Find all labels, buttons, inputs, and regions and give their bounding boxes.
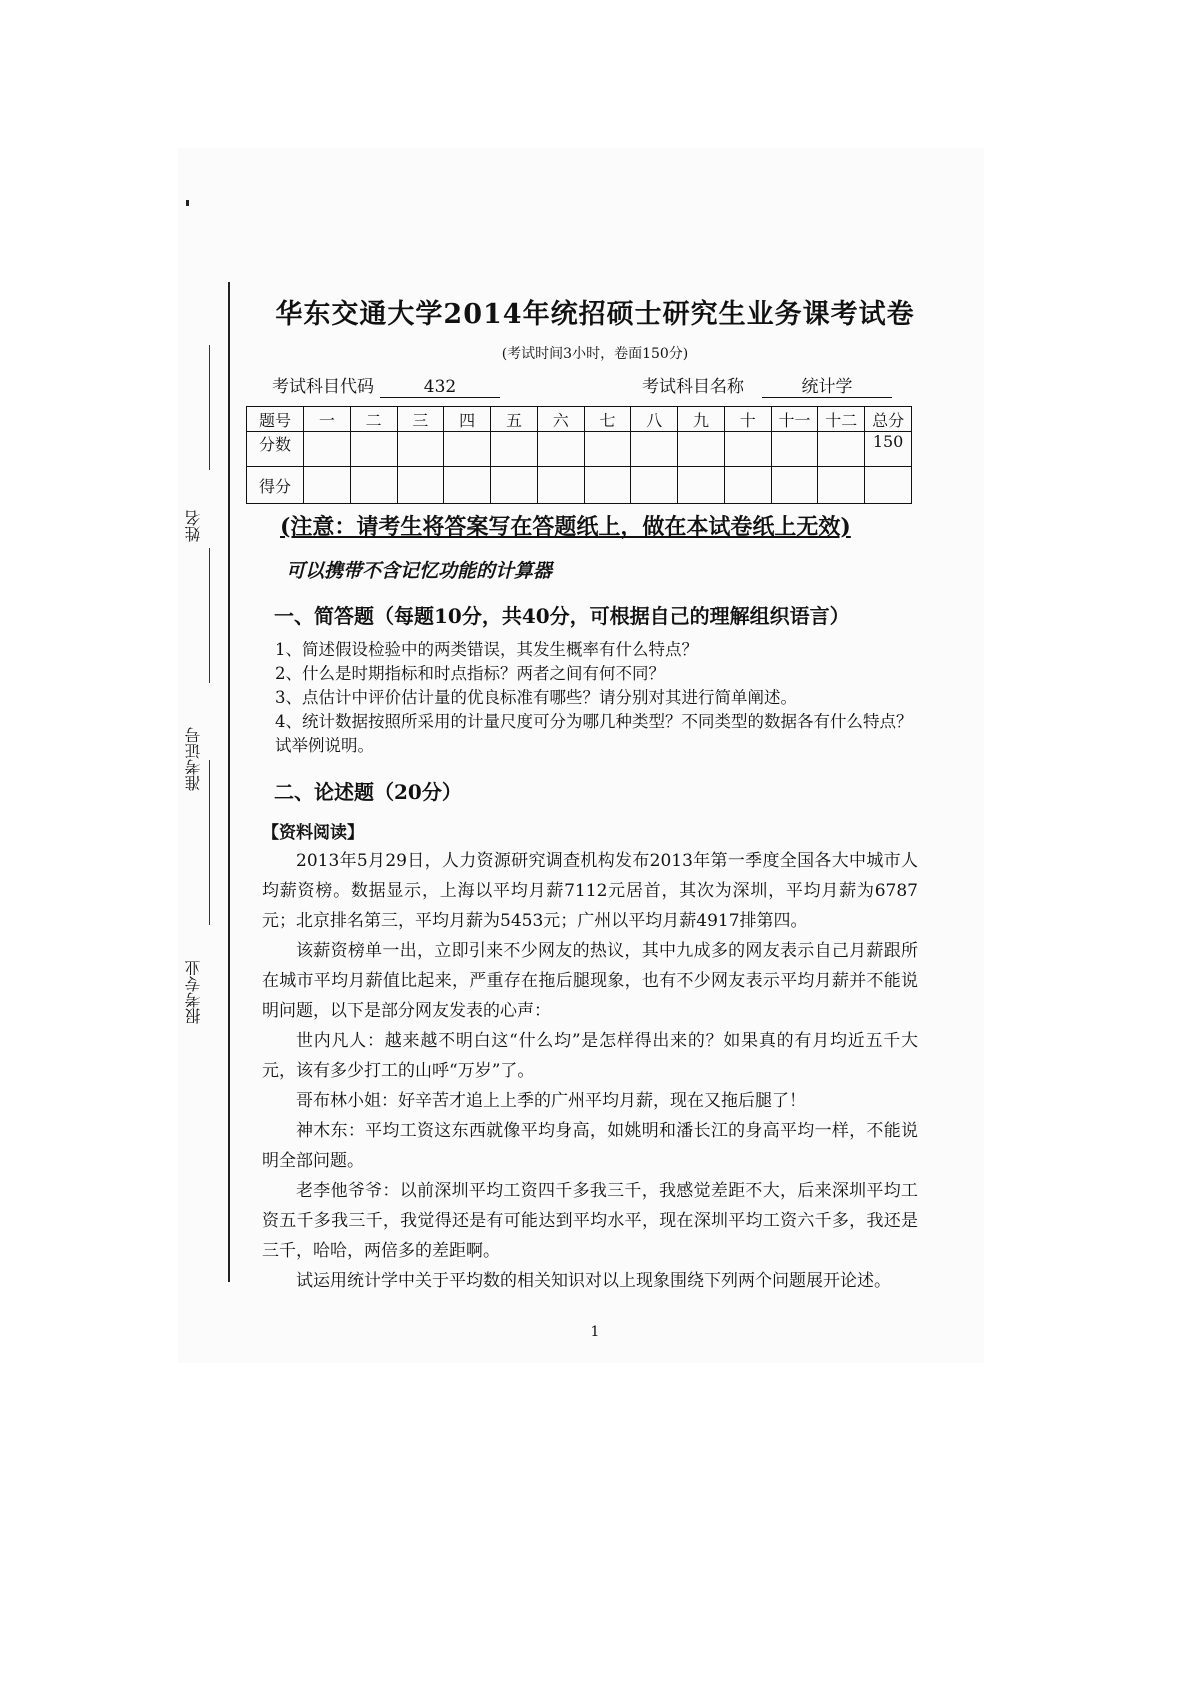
subject-code-value: 432 bbox=[380, 377, 500, 398]
table-cell bbox=[537, 467, 584, 504]
subject-name-field bbox=[642, 372, 892, 398]
section1-title: 一、简答题（每题10分，共40分，可根据自己的理解组织语言） bbox=[274, 604, 850, 628]
subject-code-label: 考试科目代码 bbox=[272, 377, 374, 397]
table-cell: 得分 bbox=[247, 467, 304, 504]
reading-paragraph: 老李他爷爷：以前深圳平均工资四千多我三千，我感觉差距不大，后来深圳平均工资五千多我三千，我觉得还是有可能达到平均水平，现在深圳平均工资六千多，我还是三千，哈哈，两倍多的差距啊。 bbox=[262, 1181, 918, 1261]
earned-score-row bbox=[247, 467, 912, 504]
question-2: 2、什么是时期指标和时点指标？两者之间有何不同？ bbox=[275, 664, 665, 683]
table-cell: 三 bbox=[397, 407, 444, 432]
table-cell bbox=[771, 467, 818, 504]
table-cell bbox=[724, 432, 771, 467]
subject-name-label: 考试科目名称 bbox=[642, 377, 744, 397]
table-cell bbox=[444, 467, 491, 504]
question-3: 3、点估计中评价估计量的优良标准有哪些？请分别对其进行简单阐述。 bbox=[275, 688, 797, 707]
points-row bbox=[247, 432, 912, 467]
reading-paragraph: 2013年5月29日，人力资源研究调查机构发布2013年第一季度全国各大中城市人均薪资榜。数据显示，上海以平均月薪7112元居首，其次为深圳，平均月薪为6787元；北京排名第三，平均月薪为5453元；广州以平均月薪4917排第四。 bbox=[262, 851, 918, 931]
table-cell: 分数 bbox=[247, 432, 304, 467]
table-cell: 十二 bbox=[818, 407, 865, 432]
table-cell bbox=[491, 432, 538, 467]
table-cell bbox=[397, 432, 444, 467]
table-cell bbox=[631, 432, 678, 467]
ticket-number-label: 准考证号 bbox=[184, 727, 203, 792]
table-cell bbox=[537, 432, 584, 467]
table-cell: 总分 bbox=[865, 407, 912, 432]
binding-margin-rule bbox=[228, 282, 230, 1282]
section2-title: 二、论述题（20分） bbox=[274, 780, 462, 804]
table-cell bbox=[444, 432, 491, 467]
subject-code-field bbox=[272, 372, 500, 398]
question-1: 1、简述假设检验中的两类错误，其发生概率有什么特点？ bbox=[275, 640, 698, 659]
exam-title: 华东交通大学2014年统招硕士研究生业务课考试卷 bbox=[275, 299, 915, 330]
table-cell: 四 bbox=[444, 407, 491, 432]
page-number: 1 bbox=[590, 1324, 600, 1340]
table-cell bbox=[678, 467, 725, 504]
question-4: 4、统计数据按照所采用的计量尺度可分为哪几种类型？不同类型的数据各有什么特点？试举例说明。 bbox=[275, 712, 913, 755]
table-cell bbox=[304, 467, 351, 504]
reading-paragraph: 该薪资榜单一出，立即引来不少网友的热议，其中九成多的网友表示自己月薪跟所在城市平均月薪值比起来，严重存在拖后腿现象，也有不少网友表示平均月薪并不能说明问题，以下是部分网友发表的心声： bbox=[262, 941, 918, 1021]
major-label: 报考专业 bbox=[184, 960, 203, 1025]
table-cell: 十 bbox=[724, 407, 771, 432]
table-cell: 九 bbox=[678, 407, 725, 432]
scan-mark bbox=[186, 200, 189, 206]
table-cell bbox=[631, 467, 678, 504]
table-cell bbox=[865, 467, 912, 504]
table-cell: 一 bbox=[304, 407, 351, 432]
subject-name-value: 统计学 bbox=[762, 372, 892, 398]
score-table bbox=[246, 406, 912, 504]
answer-notice: (注意：请考生将答案写在答题纸上，做在本试卷纸上无效) bbox=[280, 514, 851, 540]
table-cell: 十一 bbox=[771, 407, 818, 432]
table-cell bbox=[491, 467, 538, 504]
table-cell bbox=[771, 432, 818, 467]
table-cell bbox=[584, 467, 631, 504]
reading-paragraph: 哥布林小姐：好辛苦才追上上季的广州平均月薪，现在又拖后腿了！ bbox=[296, 1091, 806, 1111]
reading-paragraph: 神木东：平均工资这东西就像平均身高，如姚明和潘长江的身高平均一样，不能说明全部问题。 bbox=[262, 1121, 918, 1171]
name-blank-line bbox=[209, 345, 210, 470]
table-cell: 五 bbox=[491, 407, 538, 432]
table-cell bbox=[397, 467, 444, 504]
table-cell bbox=[304, 432, 351, 467]
reading-paragraph: 世内凡人：越来越不明白这“什么均”是怎样得出来的？如果真的有月均近五千大元，该有多少打工的山呼“万岁”了。 bbox=[262, 1031, 918, 1081]
table-cell: 七 bbox=[584, 407, 631, 432]
table-cell: 二 bbox=[350, 407, 397, 432]
table-cell: 六 bbox=[537, 407, 584, 432]
table-cell bbox=[350, 432, 397, 467]
reading-paragraph: 试运用统计学中关于平均数的相关知识对以上现象围绕下列两个问题展开论述。 bbox=[296, 1271, 891, 1291]
table-cell bbox=[818, 432, 865, 467]
table-cell bbox=[724, 467, 771, 504]
reading-heading: 【资料阅读】 bbox=[262, 823, 364, 843]
calculator-note: 可以携带不含记忆功能的计算器 bbox=[286, 560, 553, 582]
table-cell bbox=[678, 432, 725, 467]
exam-subtitle: (考试时间3小时，卷面150分) bbox=[501, 346, 689, 362]
table-cell: 八 bbox=[631, 407, 678, 432]
table-cell bbox=[584, 432, 631, 467]
name-label: 姓名 bbox=[184, 510, 203, 542]
question-number-row bbox=[247, 407, 912, 432]
table-cell: 题号 bbox=[247, 407, 304, 432]
table-cell bbox=[350, 467, 397, 504]
table-cell bbox=[818, 467, 865, 504]
total-points-cell: 150 bbox=[865, 432, 912, 467]
ticket-blank-line bbox=[209, 548, 210, 683]
